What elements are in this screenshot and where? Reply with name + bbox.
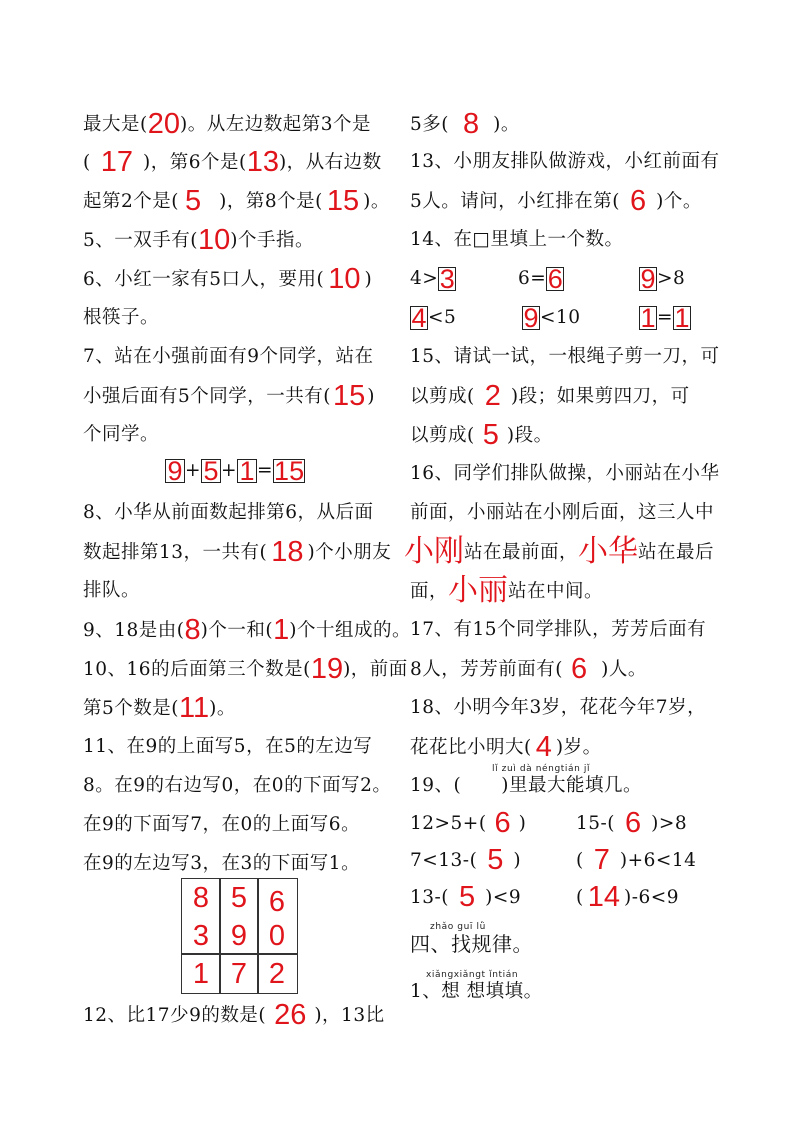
question-text: 前面，小丽站在小刚后面，这三人中: [410, 502, 715, 523]
expression: )-6<9: [623, 887, 679, 908]
answer-value: 2: [484, 380, 501, 412]
answer-name: 小刚: [404, 534, 464, 569]
box-answer: 15: [274, 456, 305, 486]
expression: ): [518, 813, 527, 834]
question-text: )，从右边数: [278, 152, 382, 173]
question-text: 8人，芳芳前面有(: [410, 659, 563, 680]
box-answer: 9: [523, 303, 539, 333]
line-q14: [410, 228, 624, 252]
pinyin-annotation: zhǎo guī lǜ: [430, 922, 486, 932]
operator: +: [221, 460, 238, 481]
answer-value: 6: [494, 807, 511, 839]
line-q11: [83, 735, 372, 759]
question-text: )，第8个是(: [219, 191, 323, 212]
question-text: 6、小红一家有5口人，要用(: [83, 269, 325, 290]
question-text: 11、在9的上面写5，在5的左边写: [83, 736, 373, 757]
line-q16: [410, 462, 720, 486]
expression: (: [576, 887, 584, 908]
question-text: 站在最后: [638, 542, 715, 563]
answer-value: 15: [326, 185, 360, 217]
expression: 15-(: [576, 813, 616, 834]
answer-value: 6: [630, 185, 647, 217]
line-q7: [83, 345, 374, 369]
grid-digit: 9: [230, 920, 248, 952]
answer-value: 8: [463, 108, 480, 140]
question-text: 7、站在小强前面有9个同学，站在: [83, 346, 374, 367]
question-text: 19、(: [410, 775, 462, 796]
question-text: 18、小明今年3岁，花花今年7岁，: [410, 697, 707, 718]
grid-digit: 8: [192, 882, 210, 914]
expression: )+6<14: [619, 850, 697, 871]
expression: <10: [540, 307, 581, 328]
grid-digit: 3: [192, 920, 210, 952]
question-text: 5、一双手有(: [83, 230, 198, 251]
expression: <5: [428, 307, 457, 328]
question-text: 以剪成(: [410, 425, 475, 446]
line-q7-cont: [83, 380, 375, 412]
expression: (: [576, 850, 584, 871]
answer-value: 18: [271, 536, 304, 568]
answer-value: 8: [184, 614, 201, 646]
answer-value: 10: [198, 224, 231, 256]
operator: =: [257, 460, 274, 481]
question-text: )个十组成的。: [289, 620, 411, 641]
line-q12-end: [410, 108, 520, 140]
question-text: 数起排第13，一共有(: [83, 542, 268, 563]
line-q15-b: [410, 380, 690, 412]
line-q4-right: [83, 185, 390, 217]
answer-value: 19: [310, 653, 344, 685]
question-text: 第5个数是(: [83, 698, 179, 719]
answer-value: 14: [587, 881, 620, 913]
expression: 7<13-(: [410, 850, 478, 871]
expression: ): [513, 850, 522, 871]
line-q8: [83, 501, 374, 525]
question-text: )。: [493, 114, 520, 135]
question-text: ): [367, 386, 375, 407]
line-q11-b: [83, 774, 391, 798]
question-text: 8。在9的右边写0，在0的下面写2。: [83, 775, 392, 796]
question-text: )人。: [601, 659, 647, 680]
answer-value: 6: [571, 653, 588, 685]
question-text: 5人。请问，小红排在第(: [410, 191, 620, 212]
section-heading: 四、找规律。: [410, 932, 533, 956]
question-text: )个手指。: [230, 230, 314, 251]
question-text: 个同学。: [83, 424, 160, 445]
question-text: 17、有15个同学排队，芳芳后面有: [410, 619, 707, 640]
answer-name: 小丽: [448, 573, 509, 608]
line-q15: [410, 345, 720, 369]
question-text: 站在中间。: [508, 581, 604, 602]
question-text: )段；如果剪四刀，可: [510, 386, 690, 407]
expression: 13-(: [410, 887, 450, 908]
question-text: )，前面: [343, 659, 408, 680]
question-text: 9、18是由(: [83, 620, 185, 641]
pinyin-annotation: xiǎngxiǎngt ǐntián: [426, 970, 519, 980]
answer-value: 7: [593, 844, 610, 876]
question-text: 最大是(: [83, 114, 148, 135]
line-q16-d: [410, 573, 604, 608]
question-text: 8、小华从前面数起排第6，从后面: [83, 502, 374, 523]
number-grid: [181, 878, 298, 994]
answer-value: 10: [328, 263, 361, 295]
line-q16-b: [410, 501, 714, 525]
grid-digit: 0: [268, 920, 286, 952]
line-q13-cont: [410, 185, 702, 217]
question-text: 在9的下面写7，在0的上面写6。: [83, 814, 361, 835]
question-text: 14、在□里填上一个数。: [410, 229, 624, 250]
grid-digit: 2: [268, 958, 286, 990]
line-q10: [83, 653, 408, 685]
equation-q7: [165, 456, 305, 486]
answer-value: 15: [333, 380, 366, 412]
question-text: 以剪成(: [410, 386, 475, 407]
box-answer: 1: [239, 456, 255, 486]
line-q13: [410, 150, 720, 174]
line-q11-d: [83, 852, 360, 876]
answer-value: 6: [625, 807, 642, 839]
question-text: 12、比17少9的数是(: [83, 1005, 267, 1026]
line-q6-cont: [83, 306, 159, 330]
question-text: 面，: [410, 581, 449, 602]
grid-digit: 1: [192, 958, 210, 990]
question-text: )。: [209, 698, 236, 719]
subsection-heading: 1、想 想填填。: [410, 981, 543, 1002]
question-text: 15、请试一试，一根绳子剪一刀，可: [410, 346, 720, 367]
box-answer: 9: [167, 456, 183, 486]
expression: )<9: [485, 887, 522, 908]
answer-value: 5: [482, 419, 499, 451]
question-text: 站在最前面，: [464, 542, 579, 563]
line-q10-cont: [83, 692, 236, 724]
line-q8-cont: [83, 536, 392, 568]
line-q6: [83, 263, 373, 295]
grid-digit: 7: [230, 958, 248, 990]
question-text: (: [83, 152, 91, 173]
question-text: )，13比: [314, 1005, 385, 1026]
question-text: )段。: [506, 425, 553, 446]
pinyin-annotation: lǐ zuì dà néngtián jǐ: [492, 764, 591, 774]
question-text: 花花比小明大(: [410, 737, 532, 758]
question-text: )，第6个是(: [142, 152, 247, 173]
line-q4-max: [83, 108, 371, 140]
answer-value: 5: [185, 185, 202, 217]
expression: 4>: [410, 268, 439, 289]
line-q9: [83, 614, 411, 646]
line-q17: [410, 618, 706, 642]
line-q15-c: [410, 419, 553, 451]
expression: 12>5+(: [410, 813, 487, 834]
line-q17-b: [410, 653, 647, 685]
line-q18-b: [410, 731, 602, 763]
answer-value: 5: [459, 881, 476, 913]
grid-digit: 5: [230, 882, 248, 914]
expression: )>8: [651, 813, 688, 834]
question-text: 10、16的后面第三个数是(: [83, 659, 311, 680]
operator: +: [185, 460, 202, 481]
line-q7-end: [83, 423, 159, 447]
box-answer: 1: [674, 303, 690, 333]
line-q19: [410, 774, 642, 798]
box-answer: 3: [439, 264, 455, 294]
question-text: )里最大能填几。: [501, 775, 642, 796]
answer-value: 5: [487, 844, 504, 876]
question-text: )。从左边数起第3个是: [179, 114, 371, 135]
question-text: 5多(: [410, 114, 449, 135]
expression: =: [657, 307, 674, 328]
question-text: ): [364, 269, 373, 290]
question-text: 排队。: [83, 580, 141, 601]
box-answer: 6: [547, 264, 563, 294]
answer-value: 17: [100, 146, 133, 178]
question-text: )个小朋友: [307, 542, 392, 563]
question-text: 13、小朋友排队做游戏，小红前面有: [410, 151, 720, 172]
question-text: )。: [363, 191, 390, 212]
line-q12: [83, 999, 385, 1031]
question-text: 16、同学们排队做操，小丽站在小华: [410, 463, 720, 484]
question-text: )个。: [656, 191, 702, 212]
question-text: 起第2个是(: [83, 191, 179, 212]
expression: 6=: [518, 268, 547, 289]
line-q5: [83, 224, 314, 256]
line-q18: [410, 696, 706, 720]
question-text: )个一和(: [200, 620, 274, 641]
answer-value: 11: [179, 692, 210, 724]
answer-value: 4: [535, 731, 552, 763]
line-q16-c: [404, 534, 715, 569]
question-text: 根筷子。: [83, 307, 160, 328]
answer-value: 20: [147, 108, 180, 140]
question-text: )岁。: [555, 737, 602, 758]
answer-value: 26: [274, 999, 307, 1031]
question-text: 小强后面有5个同学，一共有(: [83, 386, 331, 407]
answer-value: 13: [246, 146, 279, 178]
grid-digit: 6: [268, 886, 286, 918]
expression: >8: [657, 268, 686, 289]
line-q11-c: [83, 813, 360, 837]
box-answer: 9: [640, 264, 656, 294]
line-q8-end: [83, 579, 140, 603]
question-text: 在9的左边写3，在3的下面写1。: [83, 853, 361, 874]
box-answer: 5: [203, 456, 219, 486]
answer-name: 小华: [578, 534, 639, 569]
answer-value: 1: [273, 614, 290, 646]
line-q4-positions: [83, 146, 382, 178]
box-answer: 1: [640, 303, 656, 333]
box-answer: 4: [411, 303, 427, 333]
